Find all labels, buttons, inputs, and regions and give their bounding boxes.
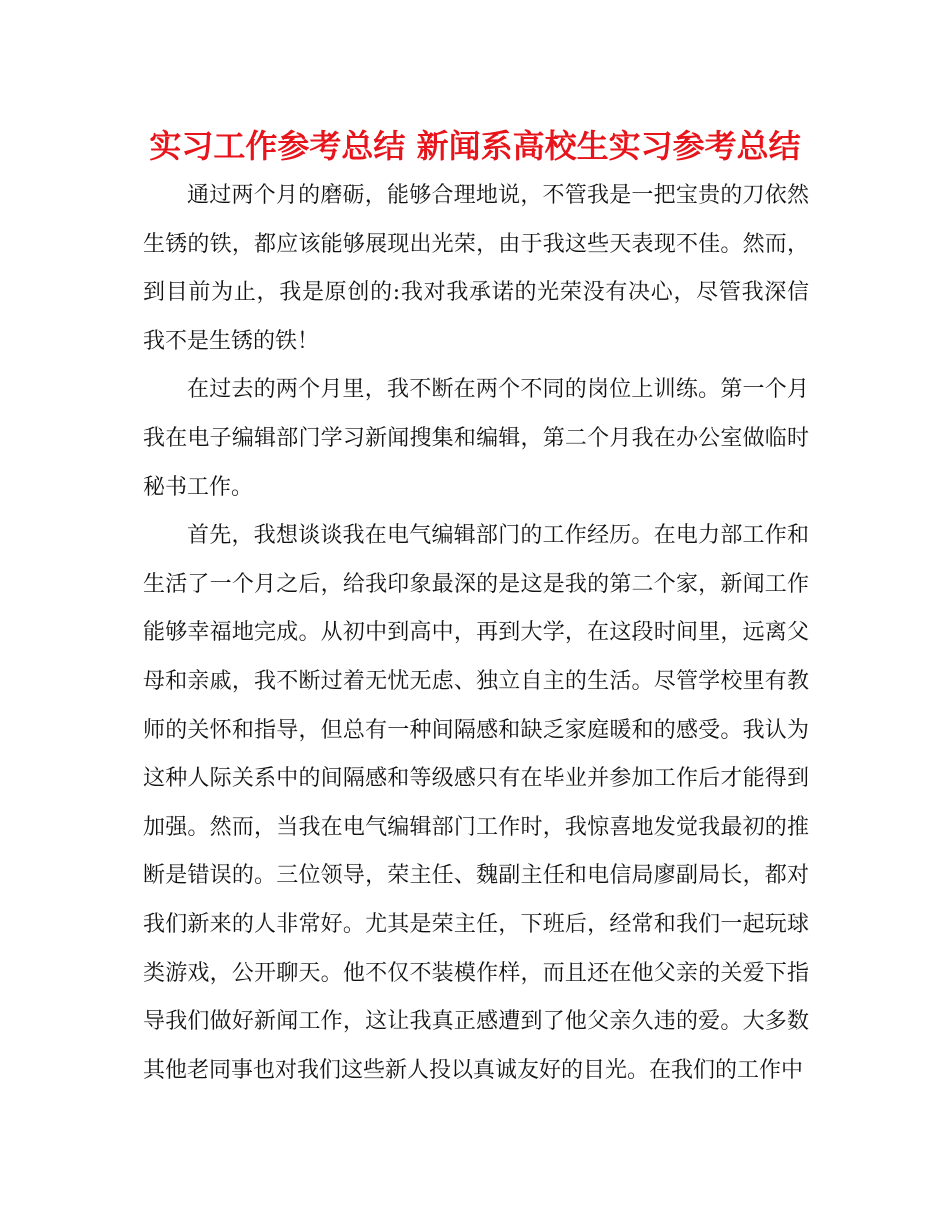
document-body [143, 172, 809, 1095]
document-title: 实习工作参考总结 新闻系高校生实习参考总结 [149, 127, 801, 165]
paragraph-3: 首先，我想谈谈我在电气编辑部门的工作经历。在电力部工作和生活了一个月之后，给我印象最深的是这是我的第二个家，新闻工作能够幸福地完成。从初中到高中，再到大学，在这段时间里，远离父母和亲戚，我不断过着无忧无虑、独立自主的生活。尽管学校里有教师的关怀和指导，但总有一种间隔感和缺乏家庭暖和的感受。我认为这种人际关系中的间隔感和等级感只有在毕业并参加工作后才能得到加强。然而，当我在电气编辑部门工作时，我惊喜地发觉我最初的推断是错误的。三位领导，荣主任、魏副主任和电信局廖副局长，都对我们新来的人非常好。尤其是荣主任，下班后，经常和我们一起玩球类游戏，公开聊天。他不仅不装模作样，而且还在他父亲的关爱下指导我们做好新闻工作，这让我真正感遭到了他父亲久违的爱。大多数其他老同事也对我们这些新人投以真诚友好的目光。在我们的工作中 [143, 523, 809, 1083]
paragraph-2: 在过去的两个月里，我不断在两个不同的岗位上训练。第一个月我在电子编辑部门学习新闻搜集和编辑，第二个月我在办公室做临时秘书工作。 [143, 377, 809, 500]
paragraph-1: 通过两个月的磨砺，能够合理地说，不管我是一把宝贵的刀依然生锈的铁，都应该能够展现出光荣，由于我这些天表现不佳。然而，到目前为止，我是原创的:我对我承诺的光荣没有决心，尽管我深信我不是生锈的铁！ [143, 183, 809, 354]
